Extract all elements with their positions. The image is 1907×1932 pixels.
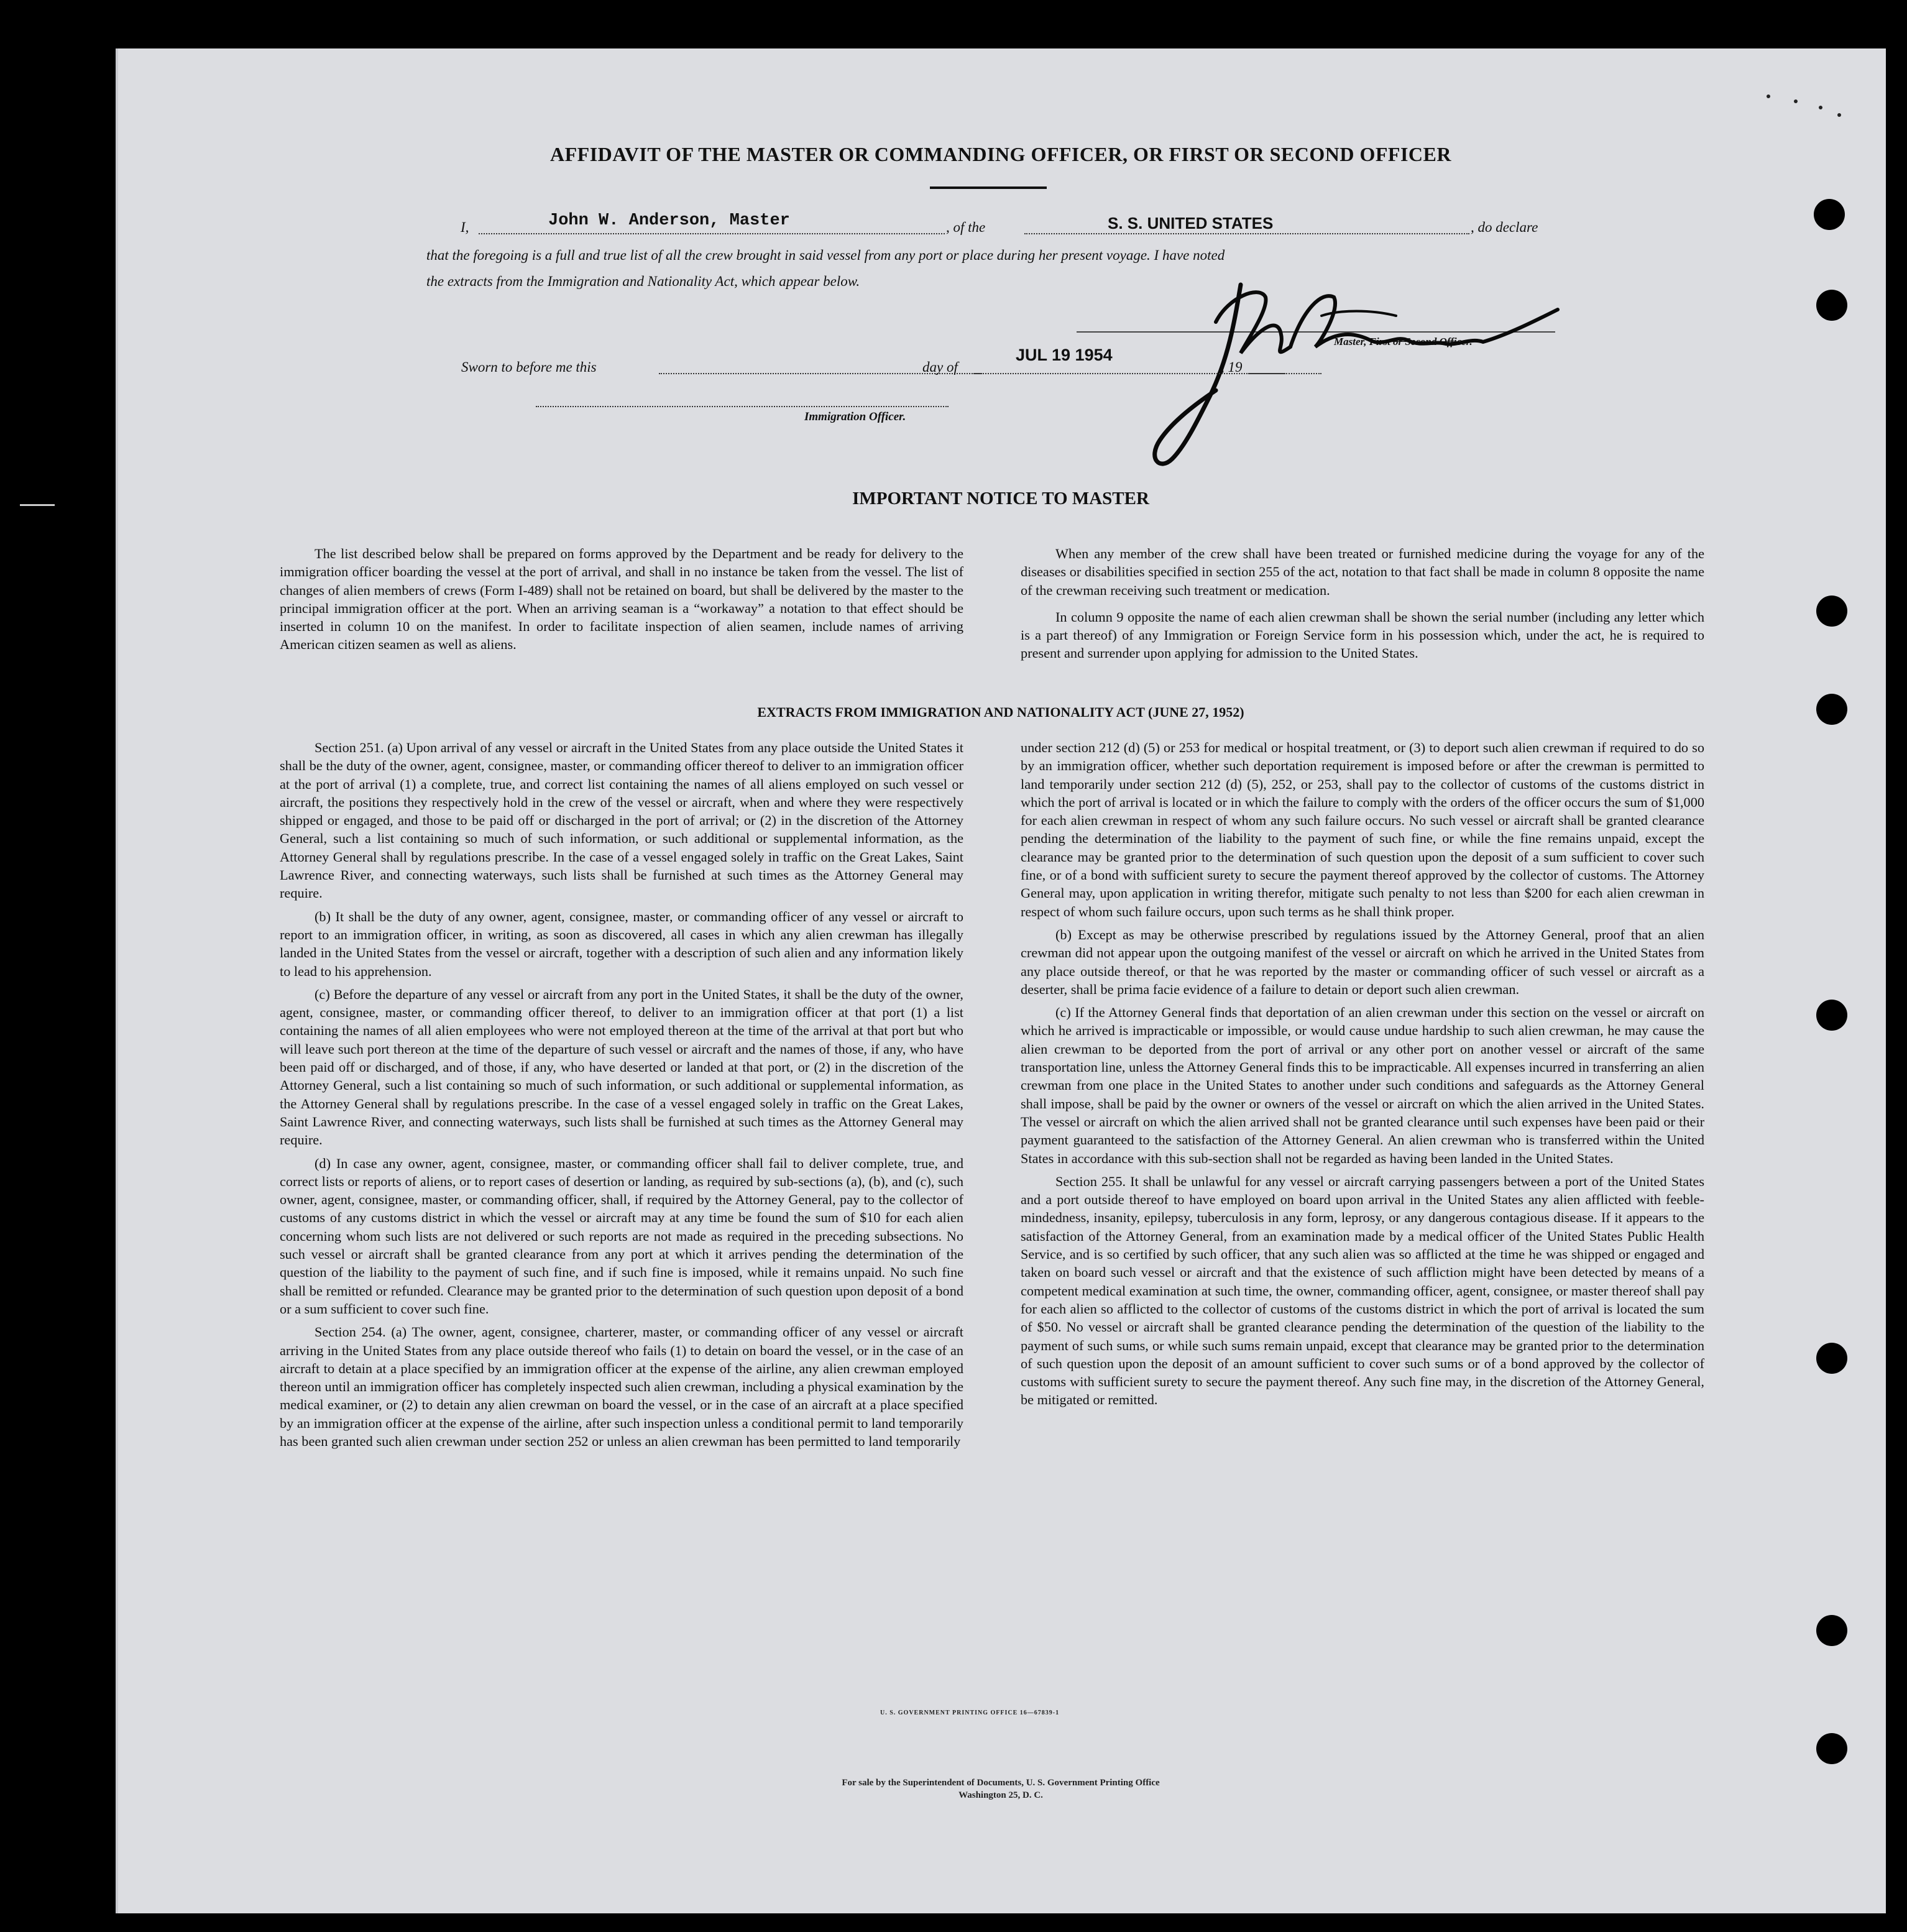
struck-officer-title: First or Second Officer. xyxy=(1369,336,1473,347)
notice-title: IMPORTANT NOTICE TO MASTER xyxy=(852,489,1149,508)
vessel-line xyxy=(1024,233,1469,234)
speck xyxy=(1794,99,1798,103)
do-declare-label: , do declare xyxy=(1471,219,1538,235)
affidavit-title: AFFIDAVIT OF THE MASTER OR COMMANDING OFFICER, OR FIRST OR SECOND OFFICER xyxy=(550,143,1451,165)
notice-left-column xyxy=(280,545,963,654)
notice-right-paragraph-1: When any member of the crew shall have been treated or furnished medicine during the voyage for any of the diseases or disabilities specified in section 255 of the act, notation to that fact shall be made in column 8 opposite the name of the crewman receiving such treatment or medication. xyxy=(1021,546,1704,598)
immigration-officer-line xyxy=(536,406,949,407)
immigration-officer-label: Immigration Officer. xyxy=(804,410,906,423)
sale-line-1: For sale by the Superintendent of Documents, U. S. Government Printing Office xyxy=(842,1778,1160,1788)
binder-hole xyxy=(1816,1000,1847,1031)
vessel-name-field: S. S. UNITED STATES xyxy=(1108,214,1274,232)
section-254-a: Section 254. (a) The owner, agent, consignee, charterer, master, or commanding officer of any vessel or aircraft arriving in the United States from any place outside thereof who fails (1) to detain on board the vessel, or in the case of an aircraft to detain at a place specified by an immigration officer at the expense of the airline, any alien crewman employed thereon until an immigration officer has completely inspected such alien crewman, including a physical examination by the medical examiner, or (2) to detain any alien crewman on board the vessel, or in the case of an aircraft at a place specified by an immigration officer at the expense of the airline, after such inspection unless a conditional permit to land temporarily has been granted such alien crewman under section 252 or unless an alien crewman has been permitted to land temporarily xyxy=(280,1324,963,1449)
i-label: I, xyxy=(461,219,469,235)
sale-line-2: Washington 25, D. C. xyxy=(958,1790,1043,1800)
binder-hole xyxy=(1816,1343,1847,1374)
sale-notice xyxy=(116,1777,1886,1801)
of-the-label: , of the xyxy=(946,219,986,235)
section-254-c: (c) If the Attorney General finds that deportation of an alien crewman under this section on the vessel or aircraft on which he arrived is impracticable or impossible, or would cause undue hardship to such alien crewman, he may cause the alien crewman to be deported from the port of arrival or any other port on another vessel or aircraft of the same transportation line, unless the Attorney General finds this to be impracticable. All expenses incurred in transferring an alien crewman from one place in the United States to another under such conditions and safeguards as the Attorney General shall impose, shall be paid by the owner or owners of the vessel or aircraft on which the alien arrived in the United States. The vessel or aircraft on which the alien arrived shall not be granted clearance until such expenses have been paid or their payment guaranteed to the satisfaction of the Attorney General. An alien crewman who is transferred within the United States in accordance with this sub-section shall not be regarded as having been landed in the United States. xyxy=(1021,1005,1704,1166)
extracts-title: EXTRACTS FROM IMMIGRATION AND NATIONALITY ACT (JUNE 27, 1952) xyxy=(757,704,1244,720)
notice-right-column xyxy=(1021,545,1704,663)
binder-hole xyxy=(1816,596,1847,627)
speck xyxy=(1767,94,1770,98)
declaration-line-1: that the foregoing is a full and true list of all the crew brought in said vessel from any port or place during her present voyage. I have noted xyxy=(426,247,1225,263)
day-of-label: day of xyxy=(922,359,958,375)
binder-hole xyxy=(1814,199,1845,230)
printing-office-line: U. S. GOVERNMENT PRINTING OFFICE 16—67839-1 xyxy=(880,1709,1060,1716)
edge-mark xyxy=(20,504,55,506)
sworn-label: Sworn to before me this xyxy=(461,359,597,375)
name-line xyxy=(479,233,945,234)
section-251-d: (d) In case any owner, agent, consignee, master, or commanding officer shall fail to deliver complete, true, and correct lists or reports of aliens, or to report cases of desertion or landing, as required by sub-sections (a), (b), and (c), such owner, agent, consignee, master, or commanding officer, shall, if required by the Attorney General, pay to the collector of customs of any customs district in which the vessel or aircraft may at any time be found the sum of $10 for each alien concerning whom such lists are not delivered or such reports are not made as required in the preceding subsections. No such vessel or aircraft shall be granted clearance from any port at which it arrives pending the determination of the question of the liability to the payment of such fine, and if such fine is imposed, while it remains unpaid. No such fine shall be remitted or refunded. Clearance may be granted prior to the determination of such question upon deposit of a bond or a sum sufficient to cover such fine. xyxy=(280,1155,963,1317)
date-stamp: JUL 19 1954 xyxy=(1016,346,1113,364)
notice-left-paragraph: The list described below shall be prepared on forms approved by the Department and be ready for delivery to the immigration officer boarding the vessel at the port of arrival, and shall in no instance be taken from the vessel. The list of changes of alien members of crews (Form I-489) shall not be retained on board, but shall be delivered by the master to the principal immigration officer at the port. When an arriving seaman is a “workaway” a notation to that effect should be inserted in column 10 on the manifest. In order to facilitate inspection of alien seamen, include names of arriving American citizen seamen as well as aliens. xyxy=(280,546,963,653)
section-254-b: (b) Except as may be otherwise prescribed by regulations issued by the Attorney General, proof that an alien crewman did not appear upon the outgoing manifest of the vessel or aircraft on which he arrived in the United States from any place outside thereof, or that he was reported by the master or commanding officer of such vessel or aircraft as a deserter, shall be prima facie evidence of a failure to detain or deport such alien crewman. xyxy=(1021,926,1704,997)
binder-hole xyxy=(1816,1733,1847,1764)
binder-hole xyxy=(1816,290,1847,321)
declaration-line-2: the extracts from the Immigration and Nationality Act, which appear below. xyxy=(426,274,860,289)
notice-right-paragraph-2: In column 9 opposite the name of each alien crewman shall be shown the serial number (including any letter which is a part thereof) of any Immigration or Foreign Service form in his possession which, under the act, he is required to present and surrender upon applying for admission to the United States. xyxy=(1021,609,1704,661)
year-label: , 19 xyxy=(1221,359,1243,375)
title-rule xyxy=(930,186,1047,189)
section-251-b: (b) It shall be the duty of any owner, agent, consignee, master, or commanding officer of any vessel or aircraft to report to an immigration officer, in writing, as soon as discovered, all cases in which any alien crewman has illegally landed in the United States from the vessel or aircraft, together with a description of such alien and any information likely to lead to his apprehension. xyxy=(280,908,963,979)
speck xyxy=(1819,106,1822,109)
year-line xyxy=(1248,373,1285,374)
master-signature xyxy=(1135,272,1583,477)
section-251-a: Section 251. (a) Upon arrival of any vessel or aircraft in the United States from any place outside the United States it shall be the duty of the owner, agent, consignee, master, or commanding officer thereof to deliver to an immigration officer at the port of arrival (1) a complete, true, and correct list containing the names of all aliens employed on such vessel or aircraft, the positions they respectively hold in the crew of the vessel or aircraft, when and where they were respectively shipped or engaged, and those to be paid off or discharged in the port of arrival; or (2) in the discretion of the Attorney General, such a list containing so much of such information, or such additional or supplemental information, as the Attorney General shall by regulations prescribe. In the case of a vessel engaged solely in traffic on the Great Lakes, Saint Lawrence River, and connecting waterways, such lists shall be furnished at such times as the Attorney General may require. xyxy=(280,740,963,901)
section-254-a-continued: under section 212 (d) (5) or 253 for medical or hospital treatment, or (3) to deport such alien crewman if required to do so by an immigration officer, whether such deportation requirement is imposed before or after the crewman is permitted to land temporarily under section 212 (d) (5), 252, or 253, shall pay to the collector of customs of the customs district in which the port of arrival is located or in which the failure to comply with the orders of the officer occurs the sum of $1,000 for each alien crewman in respect of whom any such failure occurs. No such vessel or aircraft shall be granted clearance pending the determination of the liability to the payment of such fine, or while the fine remains unpaid, except the clearance may be granted prior to the determination of such question upon the deposit of a sum sufficient to cover such fine, or of a bond with sufficient surety to secure the payment thereof approved by the collector of customs. The Attorney General may, upon application in writing therefor, mitigate such penalty to not less than $200 for each alien crewman in respect of whom such failure occurs, upon such terms as he shall think proper. xyxy=(1021,740,1704,919)
binder-hole xyxy=(1816,694,1847,725)
section-251-c: (c) Before the departure of any vessel or aircraft from any port in the United States, it shall be the duty of the owner, agent, consignee, master, or commanding officer thereof, to deliver to an immigration officer at that port (1) a list containing the names of all alien employees who were not employed thereon at the time of the arrival at that port but who will leave such port thereon at the time of the departure of such vessel or aircraft and the names of those, if any, who have been paid off or discharged, and of those, if any, who have deserted or landed at that port, or (2) in the discretion of the Attorney General, such a list containing so much of such information, or such additional or supplemental information, as the Attorney General shall by regulations prescribe. In the case of a vessel engaged solely in traffic on the Great Lakes, Saint Lawrence River, and connecting waterways, such lists shall be furnished at such times as the Attorney General may require. xyxy=(280,986,963,1148)
extracts-right-column xyxy=(1021,738,1704,1409)
affidavit-form-page xyxy=(116,48,1886,1913)
section-255: Section 255. It shall be unlawful for any vessel or aircraft carrying passengers between a port of the United States and a port outside thereof to have employed on board upon arrival in the United States any alien afflicted with feeble-mindedness, insanity, epilepsy, tuberculosis in any form, leprosy, or any dangerous contagious disease. If it appears to the satisfaction of the Attorney General, from an examination made by a medical officer of the United States Public Health Service, and is so certified by such officer, that any such alien was so afflicted at the time he was shipped or engaged and taken on board such vessel or aircraft and that the existence of such affliction might have been detected by means of a competent medical examination at such time, the owner, commanding officer, agent, consignee, or master thereof shall pay for each alien so afflicted to the collector of customs of the customs district in which the port of arrival is located the sum of $50. No vessel or aircraft shall be granted clearance pending the determination of the question of the liability to the payment of such sums, or while such sums remain unpaid, except that clearance may be granted prior to the determination of such question upon the deposit of an amount sufficient to cover such sums or of a bond approved by the collector of customs with sufficient surety to secure the payment thereof. Any such fine may, in the discretion of the Attorney General, be mitigated or remitted. xyxy=(1021,1173,1704,1408)
paper-edge xyxy=(116,48,118,1913)
binder-hole xyxy=(1816,1615,1847,1646)
master-title-text: Master, xyxy=(1334,336,1369,347)
extracts-left-column xyxy=(280,738,963,1450)
master-name-field: John W. Anderson, Master xyxy=(548,211,790,230)
speck xyxy=(1837,113,1841,117)
